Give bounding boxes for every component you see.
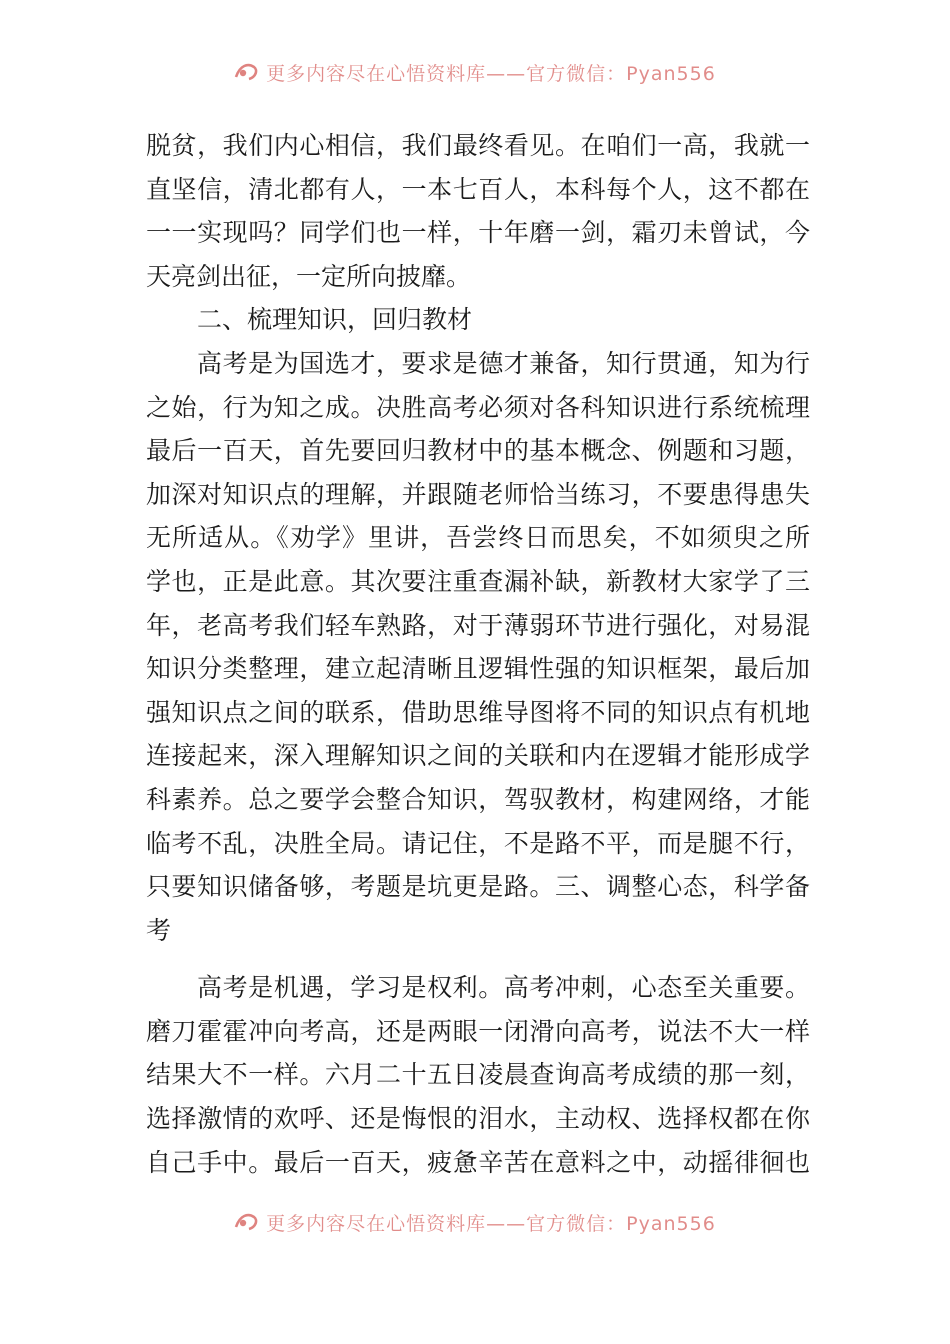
text-line: 无所适从。《劝学》里讲，吾尝终日而思矣，不如须臾之所 xyxy=(146,523,810,553)
text-line: 科素养。总之要学会整合知识，驾驭教材，构建网络，才能 xyxy=(146,784,810,814)
section-heading xyxy=(146,298,810,342)
text-line: 选择激情的欢呼、还是悔恨的泪水，主动权、选择权都在你 xyxy=(146,1104,810,1134)
text-line: 强知识点之间的联系，借助思维导图将不同的知识点有机地 xyxy=(146,697,810,727)
text-line: 高考是为国选才，要求是德才兼备，知行贯通，知为行 xyxy=(197,348,810,378)
text-line: 磨刀霍霍冲向考高，还是两眼一闭滑向高考，说法不大一样 xyxy=(146,1016,810,1046)
watermark-text: 更多内容尽在心悟资料库——官方微信：Pyan556 xyxy=(266,62,716,85)
text-line: 只要知识储备够，考题是坑更是路。三、调整心态，科学备 xyxy=(146,872,810,902)
text-line: 高考是机遇，学习是权利。高考冲刺，心态至关重要。 xyxy=(197,973,810,1003)
paragraph xyxy=(146,124,810,298)
brand-logo-icon xyxy=(234,1211,260,1233)
document-body xyxy=(146,124,810,1184)
text-line: 自己手中。最后一百天，疲惫辛苦在意料之中，动摇徘徊也 xyxy=(146,1147,810,1177)
text-line: 天亮剑出征，一定所向披靡。 xyxy=(146,261,472,291)
text-line: 连接起来，深入理解知识之间的关联和内在逻辑才能形成学 xyxy=(146,741,810,771)
text-line: 最后一百天，首先要回归教材中的基本概念、例题和习题， xyxy=(146,436,810,466)
text-line: 加深对知识点的理解，并跟随老师恰当练习，不要患得患失 xyxy=(146,479,810,509)
watermark-footer xyxy=(0,1202,950,1242)
watermark-header xyxy=(0,52,950,92)
heading-text: 二、梳理知识，回归教材 xyxy=(197,305,473,335)
watermark-text: 更多内容尽在心悟资料库——官方微信：Pyan556 xyxy=(266,1212,716,1235)
text-line: 知识分类整理，建立起清晰且逻辑性强的知识框架，最后加 xyxy=(146,654,810,684)
text-line: 临考不乱，决胜全局。请记住，不是路不平，而是腿不行， xyxy=(146,828,810,858)
text-line: 年，老高考我们轻车熟路，对于薄弱环节进行强化，对易混 xyxy=(146,610,810,640)
text-line: 脱贫，我们内心相信，我们最终看见。在咱们一高，我就一 xyxy=(146,131,810,160)
paragraph xyxy=(146,966,810,1184)
text-line: 直坚信，清北都有人，一本七百人，本科每个人，这不都在 xyxy=(146,174,810,204)
text-line: 之始，行为知之成。决胜高考必须对各科知识进行系统梳理 xyxy=(146,392,810,422)
text-line: 学也，正是此意。其次要注重查漏补缺，新教材大家学了三 xyxy=(146,566,810,596)
brand-logo-icon xyxy=(234,61,260,83)
text-line: 一一实现吗？同学们也一样，十年磨一剑，霜刃未曾试，今 xyxy=(146,218,810,248)
text-line: 结果大不一样。六月二十五日凌晨查询高考成绩的那一刻， xyxy=(146,1060,810,1090)
text-line: 考 xyxy=(146,915,172,945)
paragraph xyxy=(146,342,810,952)
